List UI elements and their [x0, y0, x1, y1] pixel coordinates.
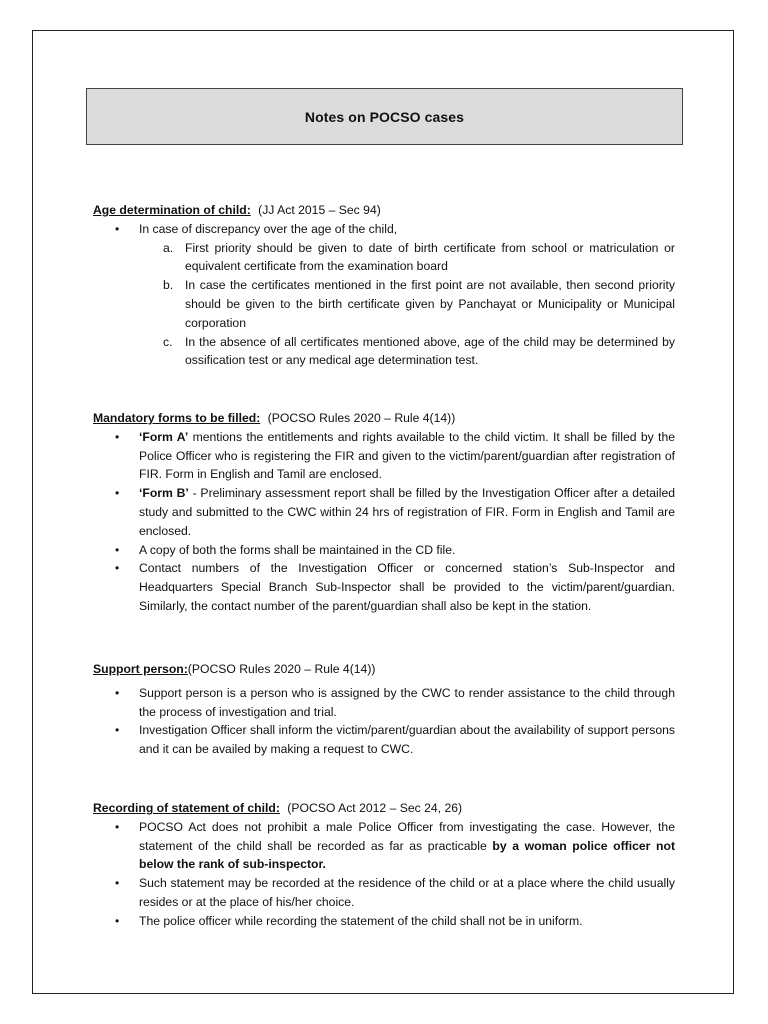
list-item: • ‘Form B’ - Preliminary assessment report shall be filled by the Investigation Officer after a detailed study and submitted to the CWC within 24 hrs of registration of FIR. Form in English and Tamil are enclosed. — [93, 484, 675, 540]
section-mandatory-forms — [93, 409, 675, 616]
section-age-determination — [93, 201, 675, 370]
section-heading — [93, 660, 675, 679]
section-heading — [93, 409, 675, 428]
heading-reference: (POCSO Act 2012 – Sec 24, 26) — [287, 801, 463, 815]
heading-reference: (POCSO Rules 2020 – Rule 4(14)) — [267, 411, 456, 425]
list-item: • Investigation Officer shall inform the victim/parent/guardian about the availability of support persons and it can be availed by making a request to CWC. — [93, 721, 675, 759]
list-item: • A copy of both the forms shall be maintained in the CD file. — [93, 541, 675, 560]
section-heading — [93, 799, 675, 818]
heading-label: Age determination of child: — [93, 203, 251, 217]
sub-list-item: c. In the absence of all certificates mentioned above, age of the child may be determined by ossification test or any medical age determination test. — [163, 334, 675, 368]
heading-reference: (POCSO Rules 2020 – Rule 4(14)) — [187, 662, 376, 676]
bullet-list — [93, 220, 675, 239]
list-item: • Contact numbers of the Investigation Officer or concerned station’s Sub-Inspector and Headquarters Special Branch Sub-Inspector shall be provided to the victim/parent/guardian. Similarly, the contact number of the parent/guardian shall also be kept in the station. — [93, 559, 675, 615]
sub-list — [93, 239, 675, 371]
list-item: • POCSO Act does not prohibit a male Police Officer from investigating the case. However, the statement of the child shall be recorded as far as practicable by a woman police officer not below the rank of sub-inspector. — [93, 818, 675, 874]
bullet-list — [93, 428, 675, 616]
heading-label: Support person: — [93, 662, 188, 676]
list-item: • Support person is a person who is assigned by the CWC to render assistance to the child through the process of investigation and trial. — [93, 684, 675, 722]
title-box — [86, 88, 683, 145]
heading-reference: (JJ Act 2015 – Sec 94) — [258, 203, 381, 217]
list-item: • Such statement may be recorded at the residence of the child or at a place where the child usually resides or at the place of his/her choice. — [93, 874, 675, 912]
list-item: • The police officer while recording the statement of the child shall not be in uniform. — [93, 912, 675, 931]
list-item: • ‘Form A’ mentions the entitlements and rights available to the child victim. It shall be filled by the Police Officer who is registering the FIR and given to the victim/parent/guardian after registration of FIR. Form in English and Tamil are enclosed. — [93, 428, 675, 484]
heading-label: Recording of statement of child: — [93, 801, 280, 815]
bullet-list — [93, 818, 675, 931]
list-item: • In case of discrepancy over the age of the child, — [93, 220, 675, 239]
sub-list-item: b. In case the certificates mentioned in the first point are not available, then second priority should be given to the birth certificate given by Panchayat or Municipality or Municipal corporation — [163, 278, 675, 330]
bullet-list — [93, 684, 675, 759]
page-title: Notes on POCSO cases — [304, 108, 465, 125]
section-heading — [93, 201, 675, 220]
section-recording-statement — [93, 799, 675, 931]
heading-label: Mandatory forms to be filled: — [93, 411, 261, 425]
section-support-person — [93, 660, 675, 759]
sub-list-item: a. First priority should be given to date of birth certificate from school or matriculation or equivalent certificate from the examination board — [163, 240, 675, 274]
